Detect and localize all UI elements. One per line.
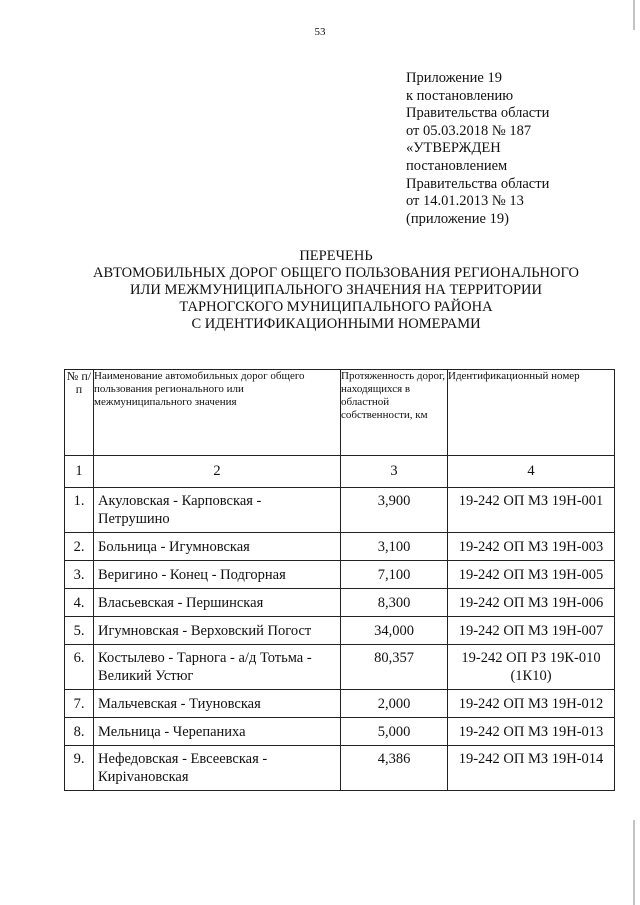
column-number: 2: [94, 456, 341, 488]
column-number: 1: [65, 456, 94, 488]
approval-line: от 05.03.2018 № 187: [406, 122, 532, 139]
page-number: 53: [314, 26, 326, 38]
row-name: Власьевская - Першинская: [94, 589, 341, 617]
roads-table: [64, 369, 615, 791]
column-number: 4: [448, 456, 615, 488]
row-num: 8.: [65, 718, 94, 746]
row-length: 80,357: [341, 645, 448, 690]
row-name: Костылево - Тарнога - а/д Тотьма - Великий Устюг: [94, 645, 341, 690]
row-id: 19-242 ОП МЗ 19Н-001: [448, 488, 615, 533]
table-row: [65, 617, 615, 645]
row-length: 5,000: [341, 718, 448, 746]
table-row: [65, 589, 615, 617]
row-name: Веригино - Конец - Подгорная: [94, 561, 341, 589]
row-name: Мальчевская - Тиуновская: [94, 690, 341, 718]
row-length: 2,000: [341, 690, 448, 718]
scan-edge-mark: [630, 0, 636, 905]
row-length: 34,000: [341, 617, 448, 645]
row-name: Акуловская - Карповская - Петрушино: [94, 488, 341, 533]
row-num: 6.: [65, 645, 94, 690]
header-id: Идентификационный номер: [448, 370, 615, 456]
approval-line: от 14.01.2013 № 13: [406, 193, 524, 210]
approval-line: к постановлению: [406, 87, 514, 104]
title-line: С ИДЕНТИФИКАЦИОННЫМИ НОМЕРАМИ: [191, 316, 481, 332]
row-id: 19-242 ОП МЗ 19Н-005: [448, 561, 615, 589]
row-length: 8,300: [341, 589, 448, 617]
row-id: 19-242 ОП РЗ 19К-010 (1К10): [448, 645, 615, 690]
table-row: [65, 488, 615, 533]
row-id: 19-242 ОП МЗ 19Н-007: [448, 617, 615, 645]
approval-line: Приложение 19: [406, 70, 502, 86]
row-num: 5.: [65, 617, 94, 645]
header-num: № п/п: [65, 370, 94, 456]
row-length: 4,386: [341, 746, 448, 791]
column-numbers-row: [65, 456, 615, 488]
approval-line: постановлением: [406, 157, 508, 174]
row-id: 19-242 ОП МЗ 19Н-003: [448, 533, 615, 561]
title-line: ИЛИ МЕЖМУНИЦИПАЛЬНОГО ЗНАЧЕНИЯ НА ТЕРРИТОРИИ: [130, 282, 542, 298]
row-id: 19-242 ОП МЗ 19Н-014: [448, 746, 615, 791]
row-num: 7.: [65, 690, 94, 718]
title-line: ТАРНОГСКОГО МУНИЦИПАЛЬНОГО РАЙОНА: [179, 299, 493, 315]
row-id: 19-242 ОП МЗ 19Н-013: [448, 718, 615, 746]
table-row: [65, 746, 615, 791]
table-row: [65, 690, 615, 718]
row-id: 19-242 ОП МЗ 19Н-012: [448, 690, 615, 718]
approval-line: (приложение 19): [406, 210, 509, 227]
row-name: Нефедовская - Евсеевская - Кирivановская: [94, 746, 341, 791]
approval-line: «УТВЕРЖДЕН: [406, 140, 501, 157]
header-length: Протяженность дорог, находящихся в областной собственности, км: [341, 370, 448, 456]
title-line: АВТОМОБИЛЬНЫХ ДОРОГ ОБЩЕГО ПОЛЬЗОВАНИЯ РЕГИОНАЛЬНОГО: [93, 265, 579, 281]
row-num: 1.: [65, 488, 94, 533]
row-num: 3.: [65, 561, 94, 589]
table-row: [65, 561, 615, 589]
row-length: 3,900: [341, 488, 448, 533]
row-num: 9.: [65, 746, 94, 791]
table-row: [65, 533, 615, 561]
approval-block: [406, 70, 631, 228]
approval-line: Правительства области: [406, 105, 550, 122]
approval-line: Правительства области: [406, 175, 550, 192]
table-header-row: [65, 370, 615, 456]
table-row: [65, 645, 615, 690]
row-name: Мельница - Черепаниха: [94, 718, 341, 746]
title-line: ПЕРЕЧЕНЬ: [299, 248, 373, 264]
row-num: 2.: [65, 533, 94, 561]
row-name: Игумновская - Верховский Погост: [94, 617, 341, 645]
row-length: 3,100: [341, 533, 448, 561]
table-row: [65, 718, 615, 746]
row-num: 4.: [65, 589, 94, 617]
row-length: 7,100: [341, 561, 448, 589]
header-name: Наименование автомобильных дорог общего пользования регионального или межмуниципального значения: [94, 370, 341, 456]
row-name: Больница - Игумновская: [94, 533, 341, 561]
column-number: 3: [341, 456, 448, 488]
row-id: 19-242 ОП МЗ 19Н-006: [448, 589, 615, 617]
document-title: [40, 248, 632, 333]
